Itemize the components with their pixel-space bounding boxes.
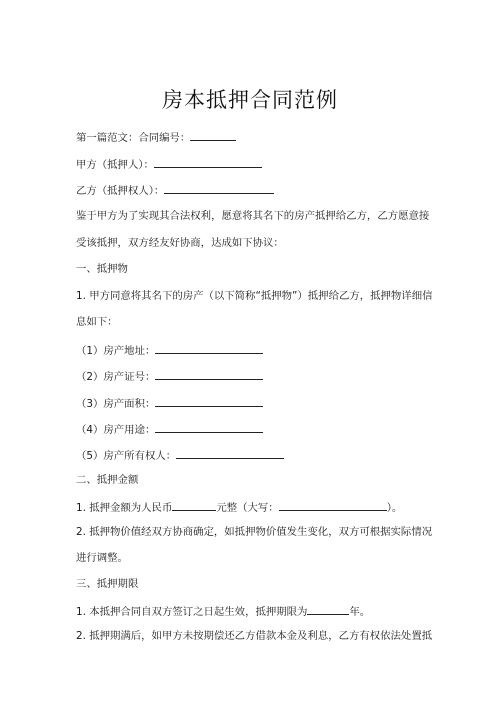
document-title: 房本抵押合同范例 xyxy=(162,88,338,112)
amount-prefix: 1. 抵押金额为人民币 xyxy=(76,502,173,514)
property-address-line xyxy=(76,342,263,358)
property-cert-line xyxy=(76,368,263,384)
term-suffix: 年。 xyxy=(349,606,371,618)
amount-words-blank[interactable] xyxy=(279,499,387,511)
contract-number-line xyxy=(76,129,236,145)
party-a-label: 甲方（抵押人）： xyxy=(76,159,154,171)
term-prefix: 1. 本抵押合同自双方签订之日起生效，抵押期限为 xyxy=(76,606,308,618)
property-address-blank[interactable] xyxy=(155,342,263,354)
property-address-label: （1）房产地址： xyxy=(76,345,156,357)
property-owner-label: （5）房产所有权人： xyxy=(76,450,177,462)
amount-middle: 元整（大写： xyxy=(216,502,279,514)
property-use-line xyxy=(76,421,263,437)
section-2-para-line-2: 进行调整。 xyxy=(76,552,128,564)
section-1-heading: 一、抵押物 xyxy=(76,263,128,275)
party-b-line xyxy=(76,182,274,198)
party-a-line xyxy=(76,156,262,172)
term-years-blank[interactable] xyxy=(307,603,349,615)
party-a-blank[interactable] xyxy=(154,156,262,168)
section-3-heading: 三、抵押期限 xyxy=(76,578,139,590)
property-use-blank[interactable] xyxy=(155,421,263,433)
party-b-blank[interactable] xyxy=(164,182,274,194)
section-2-heading: 二、抵押金额 xyxy=(76,474,139,486)
amount-number-blank[interactable] xyxy=(172,499,216,511)
section-1-para-line-1: 1. 甲方同意将其名下的房产（以下简称“抵押物”）抵押给乙方，抵押物详细信 xyxy=(76,290,433,302)
amount-suffix: ）。 xyxy=(386,502,403,514)
mortgage-amount-line xyxy=(76,499,402,515)
property-area-label: （3）房产面积： xyxy=(76,398,156,410)
property-area-line xyxy=(76,395,263,411)
section-2-para-line-1: 2. 抵押物价值经双方协商确定，如抵押物价值发生变化，双方可根据实际情况 xyxy=(76,526,433,538)
property-area-blank[interactable] xyxy=(155,395,263,407)
property-cert-label: （2）房产证号： xyxy=(76,371,156,383)
property-cert-blank[interactable] xyxy=(155,368,263,380)
property-use-label: （4）房产用途： xyxy=(76,424,156,436)
mortgage-term-line xyxy=(76,603,370,619)
property-owner-line xyxy=(76,447,284,463)
contract-number-blank[interactable] xyxy=(190,129,236,141)
party-b-label: 乙方（抵押权人）： xyxy=(76,185,165,197)
property-owner-blank[interactable] xyxy=(176,447,284,459)
contract-number-label: 第一篇范文：合同编号： xyxy=(76,132,191,144)
section-3-para-line: 2. 抵押期满后，如甲方未按期偿还乙方借款本金及利息，乙方有权依法处置抵 xyxy=(76,630,433,642)
preamble-line-2: 受该抵押，双方经友好协商，达成如下协议： xyxy=(76,237,284,249)
preamble-line-1: 鉴于甲方为了实现其合法权利，愿意将其名下的房产抵押给乙方，乙方愿意接 xyxy=(76,210,430,222)
section-1-para-line-2: 息如下： xyxy=(76,316,118,328)
